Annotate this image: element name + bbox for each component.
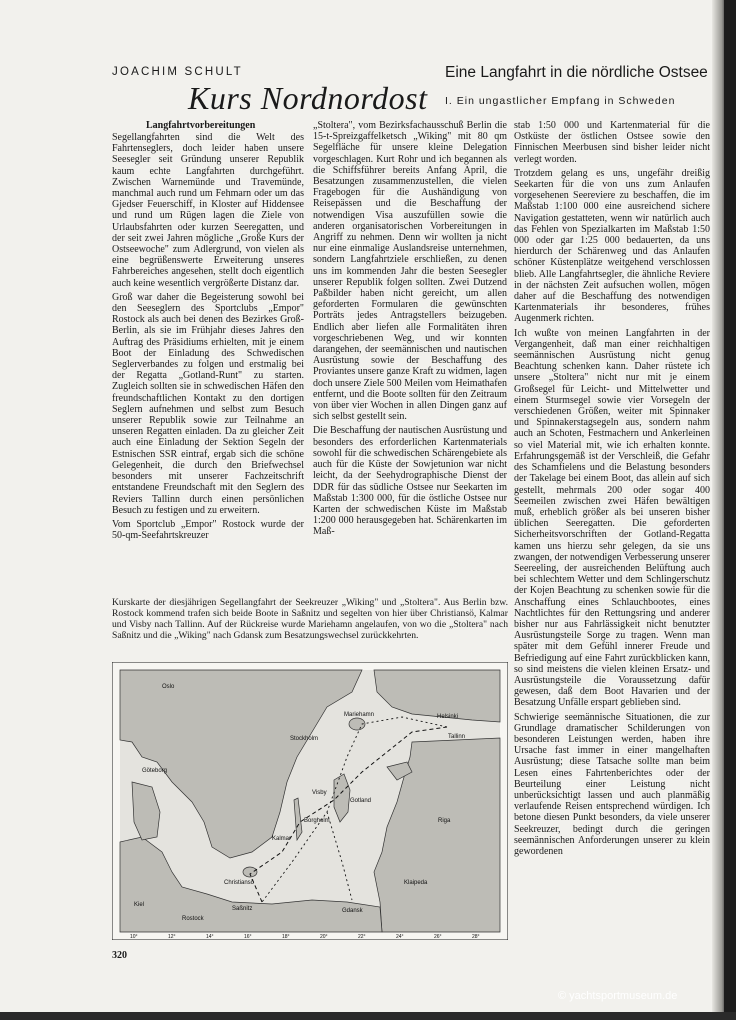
map-label-goteborg: Göteborg (142, 768, 168, 774)
map-tick: 18° (282, 934, 290, 940)
section-heading: Langfahrtvorbereitungen (146, 120, 256, 131)
paragraph: Trotzdem gelang es uns, ungefähr dreißig Seekarten für die von uns zum Anlaufen vorgesehenen Seereviere zu beschaffen, die im Maßstab 1:100 000 eine ausreichend sichere Navigation gestatteten, wenn wir natürlich auch das Fehlen von Spezialkarten im Maßstab 1:50 000 oder gar 1:25 000 bedauerten, da uns hierdurch der Schärenweg und das Anlaufen schöner Küstenplätze weitgehend verschlossen blieb. Alle Langfahrtsegler, die ähnliche Reviere in der nächsten Zeit aufsuchen wollen, mögen daher auf die Beschaffung des notwendigen Kartenmaterials ihr besonderes, frühes Augenmerk richten. (514, 167, 710, 325)
map-label-kalmar: Kalmar (272, 836, 292, 842)
map-tick: 26° (434, 934, 442, 940)
paragraph: Ich wußte von meinen Langfahrten in der Vergangenheit, daß man einer reichhaltigen seemännischen Ausrüstung nicht genug Beachtung schenken kann. Daher rüstete ich unsere „Stoltera" nicht nur mit je einem Großsegel für Leicht- und Mittelwetter und einem Sturmsegel sowie vier Vorsegeln der verschiedenen Größen, weiter mit Spinnaker und Spinnakerstagsegeln aus, sondern nahm auch an Schoten, Festmachern und Ankerleinen so viel Material mit, wie ich erhalten konnte. Erfahrungsgemäß ist der Verschleiß, die Gefahr des Schamfielens und die Belastung besonders der Takelage bei einem Boot, das allein auf sich gestellt, mehrmals 200 oder sogar 400 Seemeilen zwischen zwei Häfen bewältigen muß, erheblich größer als bei unseren bisher üblichen Seeregatten. Die geforderten Sicherheitsvorschriften der Gotland-Regatta kamen uns hierzu sehr gelegen, da sie uns zwangen, der notwendigen Verbesserung unserer Seereeling, der ausreichenden Belüftung auch bei schlechtem Wetter und dem Schlingerschutz der Kojen Beachtung zu schenken sowie für die Anschaffung eines Schlauchbootes, eines Nachtlichtes für den Rettungsring und anderer bisher nur aus Fahrlässigkeit nicht benutzter Ausrüstungsteile Sorge zu tragen. Wenn man später mit dem Gefühl innerer Freude und Befriedigung auf eine Fahrt zurückblicken kann, so sind meistens die vielen kleinen Ersatz- und Ausrüstungsteile die Voraussetzung dafür gewesen, daß dem Boot Havarien und der Besatzung Unfälle erspart geblieben sind. (514, 327, 710, 709)
series-title: Eine Langfahrt in die nördliche Ostsee (445, 64, 708, 81)
map-tick: 20° (320, 934, 328, 940)
bornholm-island (243, 867, 257, 877)
map-label-riga: Riga (438, 818, 451, 824)
article-title: Kurs Nordnordost (188, 80, 428, 116)
map-tick: 28° (472, 934, 480, 940)
map-tick: 12° (168, 934, 176, 940)
map-label-helsinki: Helsinki (437, 714, 459, 720)
map-tick: 24° (396, 934, 404, 940)
map-label-oslo: Oslo (162, 684, 175, 690)
text-column-2 (313, 120, 507, 590)
text-column-3 (514, 120, 710, 1020)
map-label-gotland: Gotland (350, 798, 372, 804)
map-label-sassnitz: Saßnitz (232, 906, 253, 912)
map-label-stockholm: Stockholm (290, 736, 319, 742)
paragraph: Vom Sportclub „Empor" Rostock wurde der 50-qm-Seefahrtskreuzer (112, 518, 304, 542)
map-label-borgholm: Borgholm (304, 818, 330, 824)
map-label-tallinn: Tallinn (448, 734, 466, 740)
author-name: JOACHIM SCHULT (112, 66, 243, 78)
map-tick: 14° (206, 934, 214, 940)
map-label-mariehamn: Mariehamn (344, 712, 375, 718)
map-label-kiel: Kiel (134, 902, 145, 908)
map-tick: 16° (244, 934, 252, 940)
map-label-christianso: Christiansö (224, 880, 255, 886)
map-tick: 22° (358, 934, 366, 940)
paragraph: stab 1:50 000 und Kartenmaterial für die Ostküste der östlichen Ostsee sowie den Finnischen Meerbusen sind bisher leider nicht verlegt worden. (514, 120, 710, 165)
map-label-rostock: Rostock (182, 916, 204, 922)
paragraph: „Stoltera", vom Bezirksfachausschuß Berlin die 15-t-Spreizgaffelketsch „Wiking" mit 80 qm Segelfläche für unsere kleine Delegation vorgeschlagen. Kurt Rohr und ich begannen als die Schiffsführer bereits Anfang April, die Besatzungen zusammenzustellen, die vielen Fragebogen für die Aushändigung von Reisepässen und die Beschaffung der notwendigen Visa auszufüllen sowie die anderen organisatorischen Vorbereitungen in Angriff zu nehmen. Denn wir wollten ja nicht nur eine einmalige Auslandsreise unternehmen, sondern Langfahrtziele erschließen, zu denen uns im kommenden Jahr die besten Seesegler unserer Republik folgen sollten. Zwei Dutzend Paßbilder haben nicht gereicht, um allen geforderten Formularen die gewünschten Porträts jedes Antragstellers beizugeben. Endlich aber liefen alle Formalitäten ihren vorgeschriebenen Weg, und wir konnten darangehen, der seemännischen und nautischen Ausrüstung sowie der Beschaffung des Proviantes unsere ganze Kraft zu widmen, lagen doch unsere Ziele 500 Meilen vom Heimathafen entfernt, und die Boote sollten für den Zeitraum von über vier Wochen in allen Dingen ganz auf sich selbst gestellt sein. (313, 120, 507, 423)
paragraph: Die Beschaffung der nautischen Ausrüstung und besonders des erforderlichen Kartenmaterials sowohl für die schwedischen Schärengebiete als auch für die Küste der Sowjetunion war nicht leicht, da der Seehydrographische Dienst der DDR für das südliche Ostsee nur Seekarten im Maßstab 1:300 000, für die östliche Ostsee nur Karten der schwedischen Küste im Maßstab 1:200 000 herausgegeben hat. Schärenkarten im Maß- (313, 425, 507, 538)
page-number: 320 (112, 950, 127, 961)
article-subtitle: I. Ein ungastlicher Empfang in Schweden (445, 95, 676, 107)
course-map (112, 662, 508, 940)
map-tick: 10° (130, 934, 138, 940)
paragraph: Segellangfahrten sind die Welt des Fahrtenseglers, doch leider haben unsere Seesegler seit Gründung unserer Republik kaum echte Langfahrten durchgeführt. Zwischen Warnemünde und Travemünde, manchmal auch rund um Fehmarn oder um das Gjedser Feuerschiff, in Kloster auf Hiddensee und rund um Rügen lagen die Ziele von Urlaubsfahrten oder kurzen Seeregatten, und der seit zwei Jahren mögliche „Große Kurs der Ostseewoche" zum Adlergrund, von vielen als eine begrüßenswerte Erweiterung unseres Fahrbereiches angesehen, stellt doch eigentlich auch keine wesentlich vergrößerte Distanz dar. (112, 132, 304, 289)
page-edge (724, 0, 736, 1012)
map-caption: Kurskarte der diesjährigen Segellangfahrt der Seekreuzer „Wiking" und „Stoltera". Aus Berlin bzw. Rostock kommend trafen sich beide Boote in Saßnitz und segelten von hier über Christiansö, Kalmar und Visby nach Tallinn. Auf der Rückreise wurde Mariehamn angelaufen, von wo die „Stoltera" nach Saßnitz und die „Wiking" nach Gdansk zum Besatzungswechsel zurückkehrten. (112, 597, 508, 641)
map-label-klaipeda: Klaipeda (404, 880, 428, 886)
text-column-1 (112, 132, 304, 592)
paragraph: Schwierige seemännische Situationen, die zur Grundlage dramatischer Schilderungen von besonderen Leistungen werden, haben ihre Ursache fast immer in einer mangelhaften Ausrüstung; diese Tatsache sollte man beim Lesen eines Fahrtenberichtes oder der Beurteilung einer Leistung nicht unberücksichtigt lassen und auch planmäßig verlaufende Reisen entsprechend würdigen. Ich betone diesen Punkt besonders, da viele unserer Seekreuzer, bedingt durch die geringen seemännischen Anforderungen unserer zu klein gewordenen (514, 711, 710, 857)
map-label-visby: Visby (312, 790, 327, 796)
paragraph: Groß war daher die Begeisterung sowohl bei den Seeseglern des Sportclubs „Empor" Rostock als auch bei denen des Bezirkes Groß-Berlin, als sie im Frühjahr dieses Jahres den Auftrag des Präsidiums erhielten, mit je einem Boot der Einladung des Schwedischen Seglerverbandes zu folgen und erstmalig bei der Regatta „Gotland-Runt" zu starten. Zugleich sollten sie in schwedischen Häfen den freundschaftlichen Kontakt zu den dortigen Seglern aufnehmen und selbst zum Besuch unserer Republik sowie zur Teilnahme an unseren Regatten einladen. Da zu gleicher Zeit auch eine Einladung der Sektion Segeln der Estnischen SSR eintraf, ergab sich die schöne Gelegenheit, die durch den Briefwechsel besonders mit unserer Fachzeitschrift entstandene Freundschaft mit den Seglern des Reviers Tallinn durch einen persönlichen Besuch zu festigen und zu erweitern. (112, 291, 304, 516)
watermark: © yachtsportmuseum.de (558, 990, 678, 1002)
map-label-gdansk: Gdansk (342, 908, 363, 914)
